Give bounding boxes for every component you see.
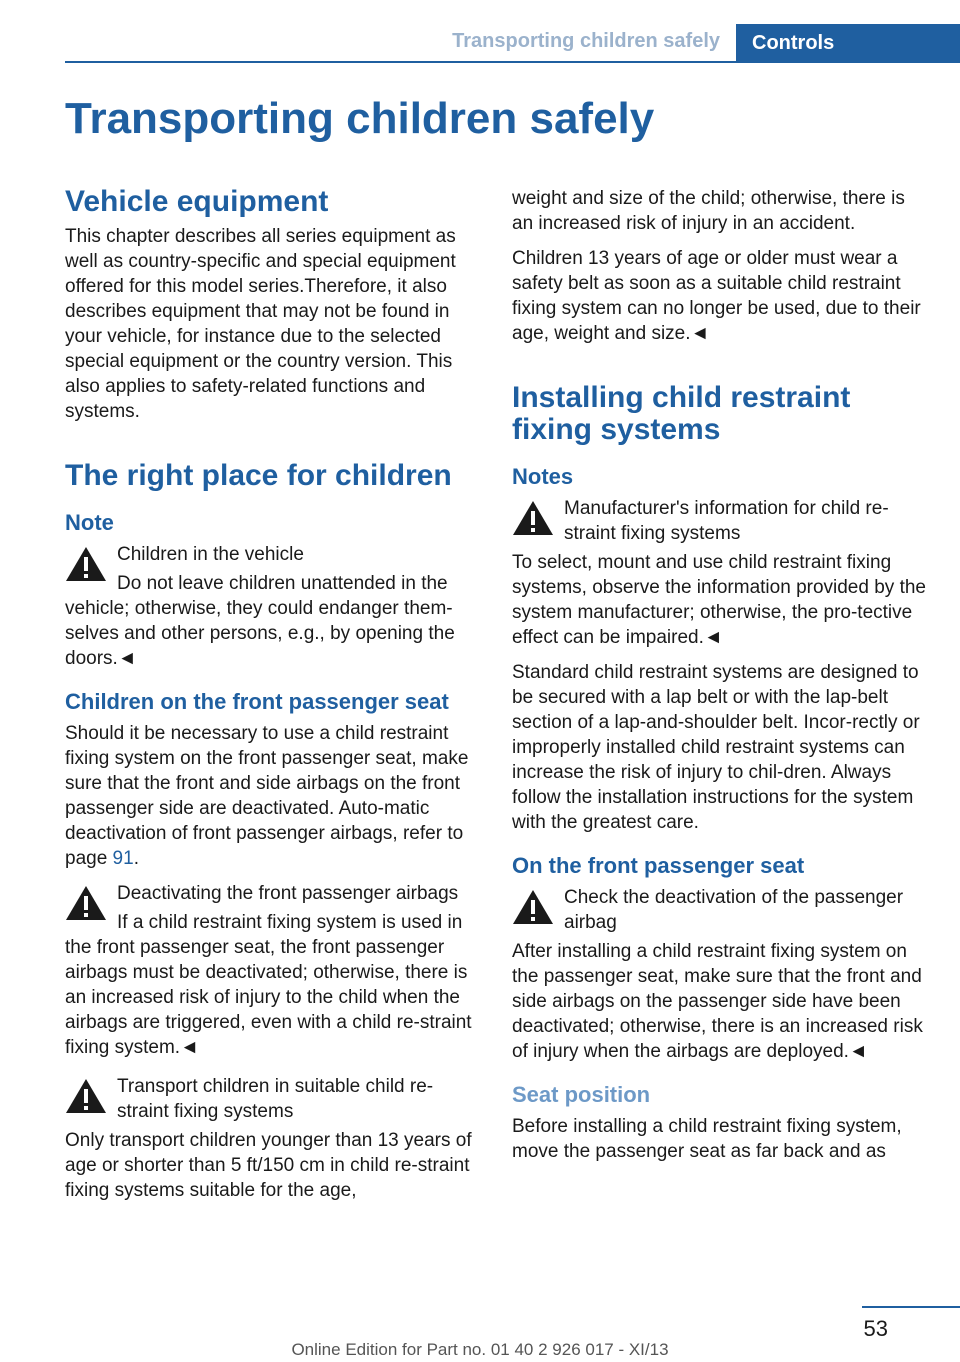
footer-rule	[862, 1306, 960, 1308]
warning-children-vehicle	[65, 542, 480, 567]
warning-deactivating-airbags	[65, 881, 480, 906]
warning-body: If a child restraint fixing system is used in the front passenger seat, the front passenger airbags must be deactivated; otherwise, there is an increased risk of injury to the child when the airbags are triggered, even with a child re-straint fixing system.◄	[65, 912, 472, 1058]
header-section-title: Transporting children safely	[452, 30, 720, 52]
heading-note: Note	[65, 510, 114, 535]
warning-body: After installing a child restraint fixing system on the passenger seat, make sure that the front and side airbags on the passenger side have been deactivated; otherwise, there is an increased risk of injury when the airbags are deployed.◄	[512, 941, 923, 1062]
paragraph-text-end: .	[133, 848, 139, 869]
warning-title: Deactivating the front passenger airbags	[117, 883, 459, 904]
paragraph-text: Should it be necessary to use a child restraint fixing system on the front passenger seat, make sure that the front and side airbags on the front passenger side are deactivated. Auto-matic deactivation of front passenger airbags, refer to page	[65, 723, 469, 869]
page-number: 53	[863, 1316, 888, 1341]
warning-title: Transport children in suitable child re-straint fixing systems	[117, 1076, 434, 1122]
heading-front-passenger: Children on the front passenger seat	[65, 689, 449, 714]
warning-body: To select, mount and use child restraint fixing systems, observe the information provided by the system manufacturer; otherwise, the pro-tective effect can be impaired.◄	[512, 552, 926, 648]
footer-edition: Online Edition for Part no. 01 40 2 926 017 - XI/13	[291, 1340, 669, 1359]
heading-right-place: The right place for children	[65, 459, 452, 492]
heading-seat-position: Seat position	[512, 1082, 651, 1107]
heading-notes: Notes	[512, 464, 574, 489]
warning-title: Check the deactivation of the passenger airbag	[564, 887, 904, 933]
warning-manufacturer-info	[512, 496, 927, 546]
header-tab-controls: Controls	[736, 24, 960, 62]
page-title: Transporting children safely	[65, 94, 655, 143]
warning-icon	[65, 546, 107, 582]
warning-icon	[512, 500, 554, 536]
paragraph-seat-position: Before installing a child restraint fixing system, move the passenger seat as far back and as	[512, 1116, 902, 1162]
warning-body: Do not leave children unattended in the vehicle; otherwise, they could endanger them-selves and other persons, e.g., by opening the doors.◄	[65, 573, 455, 669]
paragraph-13-years: Children 13 years of age or older must wear a safety belt as soon as a suitable child restraint fixing system can no longer be used, due to their age, weight and size.◄	[512, 248, 921, 344]
warning-title: Manufacturer's information for child re-straint fixing systems	[564, 498, 889, 544]
warning-suitable-restraint	[65, 1074, 480, 1124]
header-rule	[65, 61, 960, 63]
paragraph-standard-systems: Standard child restraint systems are designed to be secured with a lap belt or with the lap-belt section of a lap-and-shoulder belt. Incor-rectly or improperly installed child restraint systems can increase the risk of injury to chil-dren. Always follow the installation instructions for the system with the greatest care.	[512, 662, 920, 833]
warning-icon	[512, 889, 554, 925]
warning-icon	[65, 1078, 107, 1114]
paragraph-vehicle-equipment: This chapter describes all series equipment as well as country-specific and special equipment offered for this model series.Therefore, it also describes equipment that may not be found in your vehicle, for instance due to the selected special equipment or the country version. This also applies to safety-related functions and systems.	[65, 226, 456, 422]
heading-installing: Installing child restraint fixing systems	[512, 381, 851, 446]
heading-vehicle-equipment: Vehicle equipment	[65, 185, 329, 218]
warning-icon	[65, 885, 107, 921]
warning-title: Children in the vehicle	[117, 544, 304, 565]
left-column	[65, 186, 480, 1213]
warning-body: Only transport children younger than 13 years of age or shorter than 5 ft/150 cm in child re-straint fixing systems suitable for the age,	[65, 1130, 472, 1201]
heading-front-seat: On the front passenger seat	[512, 853, 805, 878]
page-link-91[interactable]: 91	[112, 848, 134, 869]
paragraph-continued: weight and size of the child; otherwise, there is an increased risk of injury in an accident.	[512, 188, 905, 234]
right-column	[512, 186, 927, 1174]
paragraph-front-passenger	[65, 721, 480, 871]
warning-check-deactivation	[512, 885, 927, 935]
